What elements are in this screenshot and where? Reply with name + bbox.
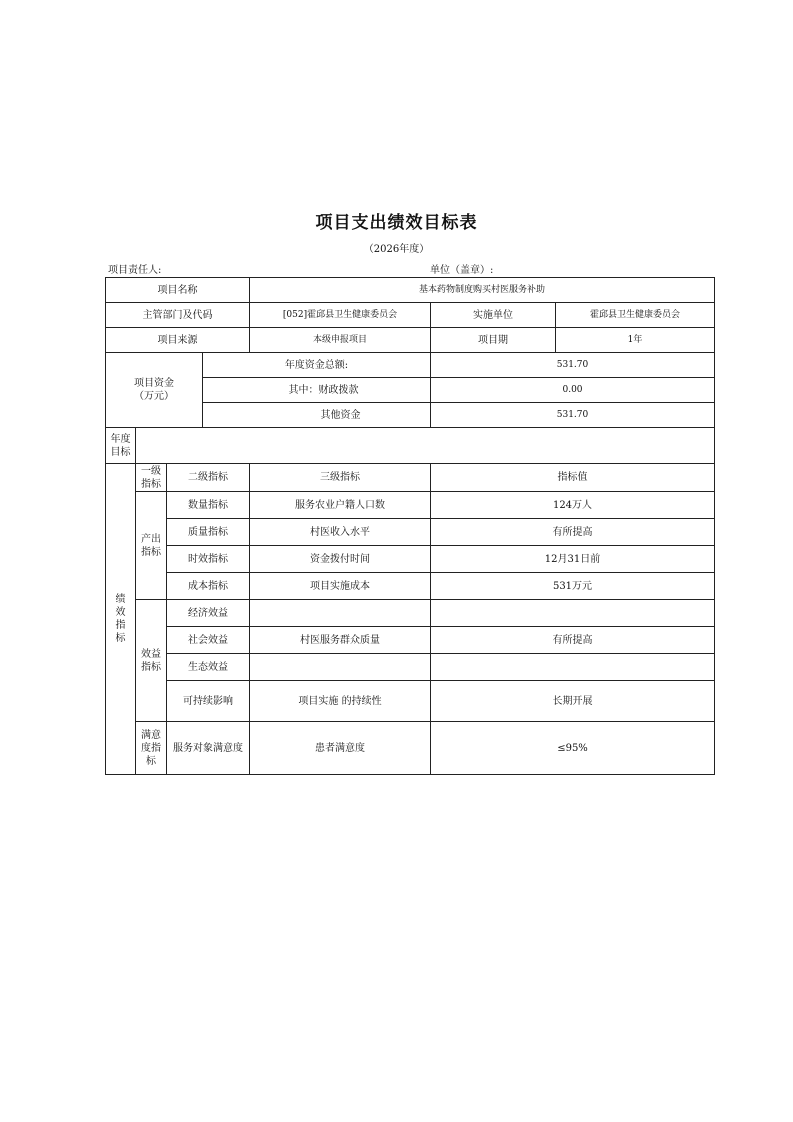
- level2-header: 二级指标: [167, 464, 250, 492]
- value-cell: 12月31日前: [431, 546, 715, 573]
- unit-seal-label: 单位（盖章）:: [430, 265, 494, 276]
- value-cell: 有所提高: [431, 519, 715, 546]
- level2-cell: 数量指标: [167, 492, 250, 519]
- satisfaction-indicator-label: [136, 722, 167, 775]
- responsible-person-label: 项目责任人:: [108, 265, 162, 276]
- value-cell: 长期开展: [431, 681, 715, 722]
- table-row: [106, 546, 715, 573]
- level2-cell: 社会效益: [167, 627, 250, 654]
- table-row: [106, 627, 715, 654]
- row-department: [106, 303, 715, 328]
- level1-header: [136, 464, 167, 492]
- performance-indicator-char: 效: [115, 607, 126, 618]
- annual-funds-total-label: 年度资金总额:: [203, 353, 431, 378]
- project-period-label: 项目期: [431, 328, 556, 353]
- indicator-header-row: [106, 464, 715, 492]
- project-name-value: 基本药物制度购买村医服务补助: [250, 278, 715, 303]
- level3-cell: 项目实施成本: [250, 573, 431, 600]
- other-funds-value: 531.70: [431, 403, 715, 428]
- level2-cell: 可持续影响: [167, 681, 250, 722]
- value-cell: 531万元: [431, 573, 715, 600]
- output-indicator-label-line1: 产出: [141, 533, 161, 545]
- table-row: [106, 573, 715, 600]
- indicator-value-header: 指标值: [431, 464, 715, 492]
- table-row: [106, 722, 715, 775]
- project-funds-label-line1: 项目资金: [134, 378, 174, 389]
- row-project-name: [106, 278, 715, 303]
- value-cell: 有所提高: [431, 627, 715, 654]
- project-funds-label: [106, 353, 203, 428]
- implementing-unit-label: 实施单位: [431, 303, 556, 328]
- table-row: [106, 519, 715, 546]
- table-row: [106, 492, 715, 519]
- performance-indicator-char: 绩: [115, 594, 126, 605]
- project-source-label: 项目来源: [106, 328, 250, 353]
- annual-goal-label-line1: 年度: [110, 433, 131, 445]
- row-source: [106, 328, 715, 353]
- level2-cell: 服务对象满意度: [167, 722, 250, 775]
- benefit-indicator-label-line2: 指标: [141, 661, 161, 673]
- value-cell: ≤95%: [431, 722, 715, 775]
- department-value: [052]霍邱县卫生健康委员会: [250, 303, 431, 328]
- level3-cell: 村医收入水平: [250, 519, 431, 546]
- project-funds-label-line2: （万元）: [134, 391, 174, 402]
- other-funds-label: 其他资金: [203, 403, 431, 428]
- annual-goal-label: [106, 428, 136, 464]
- level3-cell: 服务农业户籍人口数: [250, 492, 431, 519]
- annual-goal-label-line2: 目标: [110, 446, 131, 458]
- fiscal-year: （2026年度）: [363, 244, 430, 255]
- value-cell: 124万人: [431, 492, 715, 519]
- table-row: [106, 654, 715, 681]
- table-row: [106, 600, 715, 627]
- level2-cell: 时效指标: [167, 546, 250, 573]
- annual-funds-total-value: 531.70: [431, 353, 715, 378]
- benefit-indicator-label: [136, 600, 167, 722]
- project-name-label: 项目名称: [106, 278, 250, 303]
- performance-indicator-char: 指: [115, 620, 126, 631]
- level1-header-line1: 一级: [141, 465, 161, 477]
- performance-indicator-char: 标: [115, 633, 126, 644]
- level3-cell: 项目实施 的持续性: [250, 681, 431, 722]
- fiscal-appropriation-value: 0.00: [431, 378, 715, 403]
- level1-header-line2: 指标: [141, 478, 161, 490]
- level3-cell: 资金拨付时间: [250, 546, 431, 573]
- value-cell: [431, 600, 715, 627]
- benefit-indicator-label-line1: 效益: [141, 648, 161, 660]
- annual-goal-content: [136, 428, 715, 464]
- level2-cell: 经济效益: [167, 600, 250, 627]
- level2-cell: 成本指标: [167, 573, 250, 600]
- page-title: 项目支出绩效目标表: [315, 213, 478, 233]
- level3-cell: [250, 654, 431, 681]
- satisfaction-label-line2: 度指: [141, 742, 161, 754]
- project-period-value: 1年: [556, 328, 715, 353]
- level3-cell: 村医服务群众质量: [250, 627, 431, 654]
- implementing-unit-value: 霍邱县卫生健康委员会: [556, 303, 715, 328]
- output-indicator-label-line2: 指标: [141, 546, 161, 558]
- satisfaction-label-line3: 标: [146, 755, 156, 767]
- project-source-value: 本级申报项目: [250, 328, 431, 353]
- fiscal-appropriation-label: 其中：财政拨款: [203, 378, 431, 403]
- level2-cell: 生态效益: [167, 654, 250, 681]
- row-annual-goal: [106, 428, 715, 464]
- level2-cell: 质量指标: [167, 519, 250, 546]
- department-label: 主管部门及代码: [106, 303, 250, 328]
- level3-header: 三级指标: [250, 464, 431, 492]
- performance-indicator-label: [106, 464, 136, 775]
- level3-cell: [250, 600, 431, 627]
- value-cell: [431, 654, 715, 681]
- table-row: [106, 681, 715, 722]
- output-indicator-label: [136, 492, 167, 600]
- performance-target-table: [105, 277, 715, 775]
- row-funds-total: [106, 353, 715, 378]
- level3-cell: 患者满意度: [250, 722, 431, 775]
- satisfaction-label-line1: 满意: [141, 729, 161, 741]
